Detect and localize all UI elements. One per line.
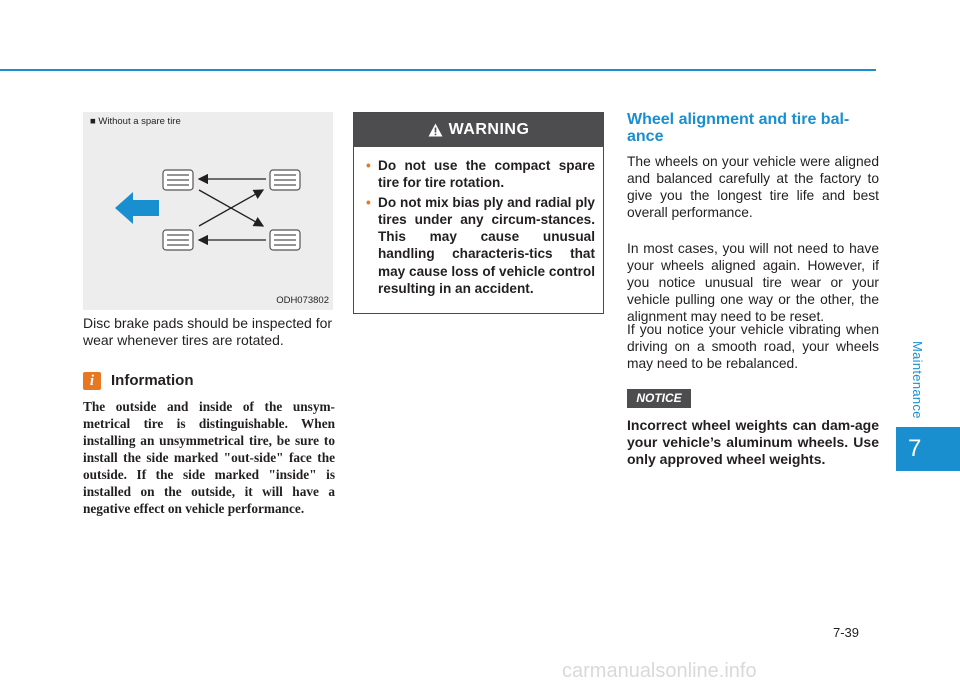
tire-rotation-figure [83, 112, 333, 310]
information-icon: i [83, 372, 101, 390]
bullet-icon: • [366, 158, 371, 173]
figure-code: ODH073802 [276, 295, 329, 306]
alignment-paragraph-1: The wheels on your vehicle were aligned and balanced carefully at the factory to give you the longest tire life and best overall performance. [627, 154, 879, 220]
warning-box [353, 112, 604, 314]
tire-rear-right-icon [270, 230, 300, 250]
brake-pads-paragraph: Disc brake pads should be inspected for wear whenever tires are rotated. [83, 315, 333, 348]
warning-title: WARNING [448, 121, 530, 138]
chapter-tab[interactable]: 7 [896, 427, 960, 471]
alignment-paragraph-3: If you notice your vehicle vibrating when driving on a smooth road, your wheels may need to be rebalanced. [627, 322, 879, 371]
header-rule [0, 69, 876, 71]
section-label: Maintenance [910, 341, 925, 419]
information-body: The outside and inside of the unsym-metrical tire is distinguishable. When installing an unsymmetrical tire, be sure to install the side marked "out-side" face the outside. If the side marked "inside" is installed on the outside, it will have a negative effect on vehicle performance. [83, 399, 335, 516]
information-title: Information [111, 372, 194, 389]
bullet-icon: • [366, 194, 371, 210]
front-direction-arrow-icon [115, 192, 159, 224]
warning-header [354, 113, 603, 147]
warning-list [354, 147, 603, 297]
tire-rotation-diagram [83, 112, 333, 310]
watermark: carmanualsonline.info [562, 660, 757, 682]
tire-front-left-icon [163, 170, 193, 190]
figure-caption: ■ Without a spare tire [90, 116, 181, 127]
notice-text: Incorrect wheel weights can dam-age your vehicle’s aluminum wheels. Use only approved wheel weights. [627, 417, 879, 467]
warning-triangle-icon [428, 123, 443, 137]
warning-item: • Do not use the compact spare tire for tire rotation. [366, 158, 595, 191]
page-number: 7-39 [833, 625, 860, 640]
notice-badge: NOTICE [627, 389, 691, 408]
warning-item: • Do not mix bias ply and radial ply tires under any circum-stances. This may cause unusual handling characteris-tics that may cause loss of vehicle control resulting in an accident. [366, 194, 595, 297]
alignment-paragraph-2: In most cases, you will not need to have your wheels aligned again. However, if you notice unusual tire wear or your vehicle pulling one way or the other, the alignment may need to be reset. [627, 241, 879, 324]
tire-front-right-icon [163, 230, 193, 250]
section-heading: Wheel alignment and tire bal-ance [627, 111, 850, 145]
tire-rear-left-icon [270, 170, 300, 190]
